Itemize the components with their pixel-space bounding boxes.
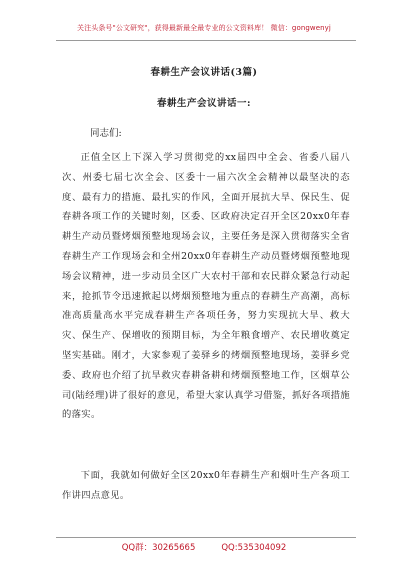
document-title: 春耕生产会议讲话(3篇) [150,67,258,78]
header-divider [56,40,356,41]
qq-group-text: QQ群：30265665 [121,543,196,553]
footer-contact [0,541,408,553]
body-paragraph: 正值全区上下深入学习贯彻党的xx届四中全会、省委八届八次、州委七届七次全会、区委十一届六次全会精神以最坚决的态度、最有力的措施、最扎实的作风，全面开展抗大旱、保民生、促春耕各项工作的关键时刻，区委、区政府决定召开全区20xx0年春耕生产动员暨烤烟预整地现场会议，主要任务是深入贯彻落实全省春耕生产工作现场会和全州20xx0年春耕生产动员暨烤烟预整地现场会议精神，进一步动员全区广大农村干部和农民群众紧急行动起来，抢抓节令迅速掀起以烤烟预整地为重点的春耕生产高潮，高标准高质量高水平完成春耕生产各项任务，努力实现抗大旱、救大灾、保生产、保增收的预期目标，为全年粮食增产、农民增收奠定坚实基础。刚才，大家参观了姜驿乡的烤烟预整地现场，姜驿乡党委、政府也介绍了抗旱救灾春耕备耕和烤烟预整地工作，区烟草公司(陆经理)讲了很好的意见，希望大家认真学习借鉴，抓好各项措施的落实。 [62,152,350,421]
qq-text: QQ:535304092 [221,543,287,553]
footer-divider [56,537,356,538]
document-subtitle: 春耕生产会议讲话一: [156,98,251,109]
body-paragraph: 下面，我就如何做好全区20xx0年春耕生产和烟叶生产各项工作讲四点意见。 [62,470,350,501]
header-banner: 关注头条号"公文研究"，获得最新最全最专业的公文资料库！ 微信：gongwenyj [77,24,331,32]
salutation: 同志们: [90,128,122,139]
